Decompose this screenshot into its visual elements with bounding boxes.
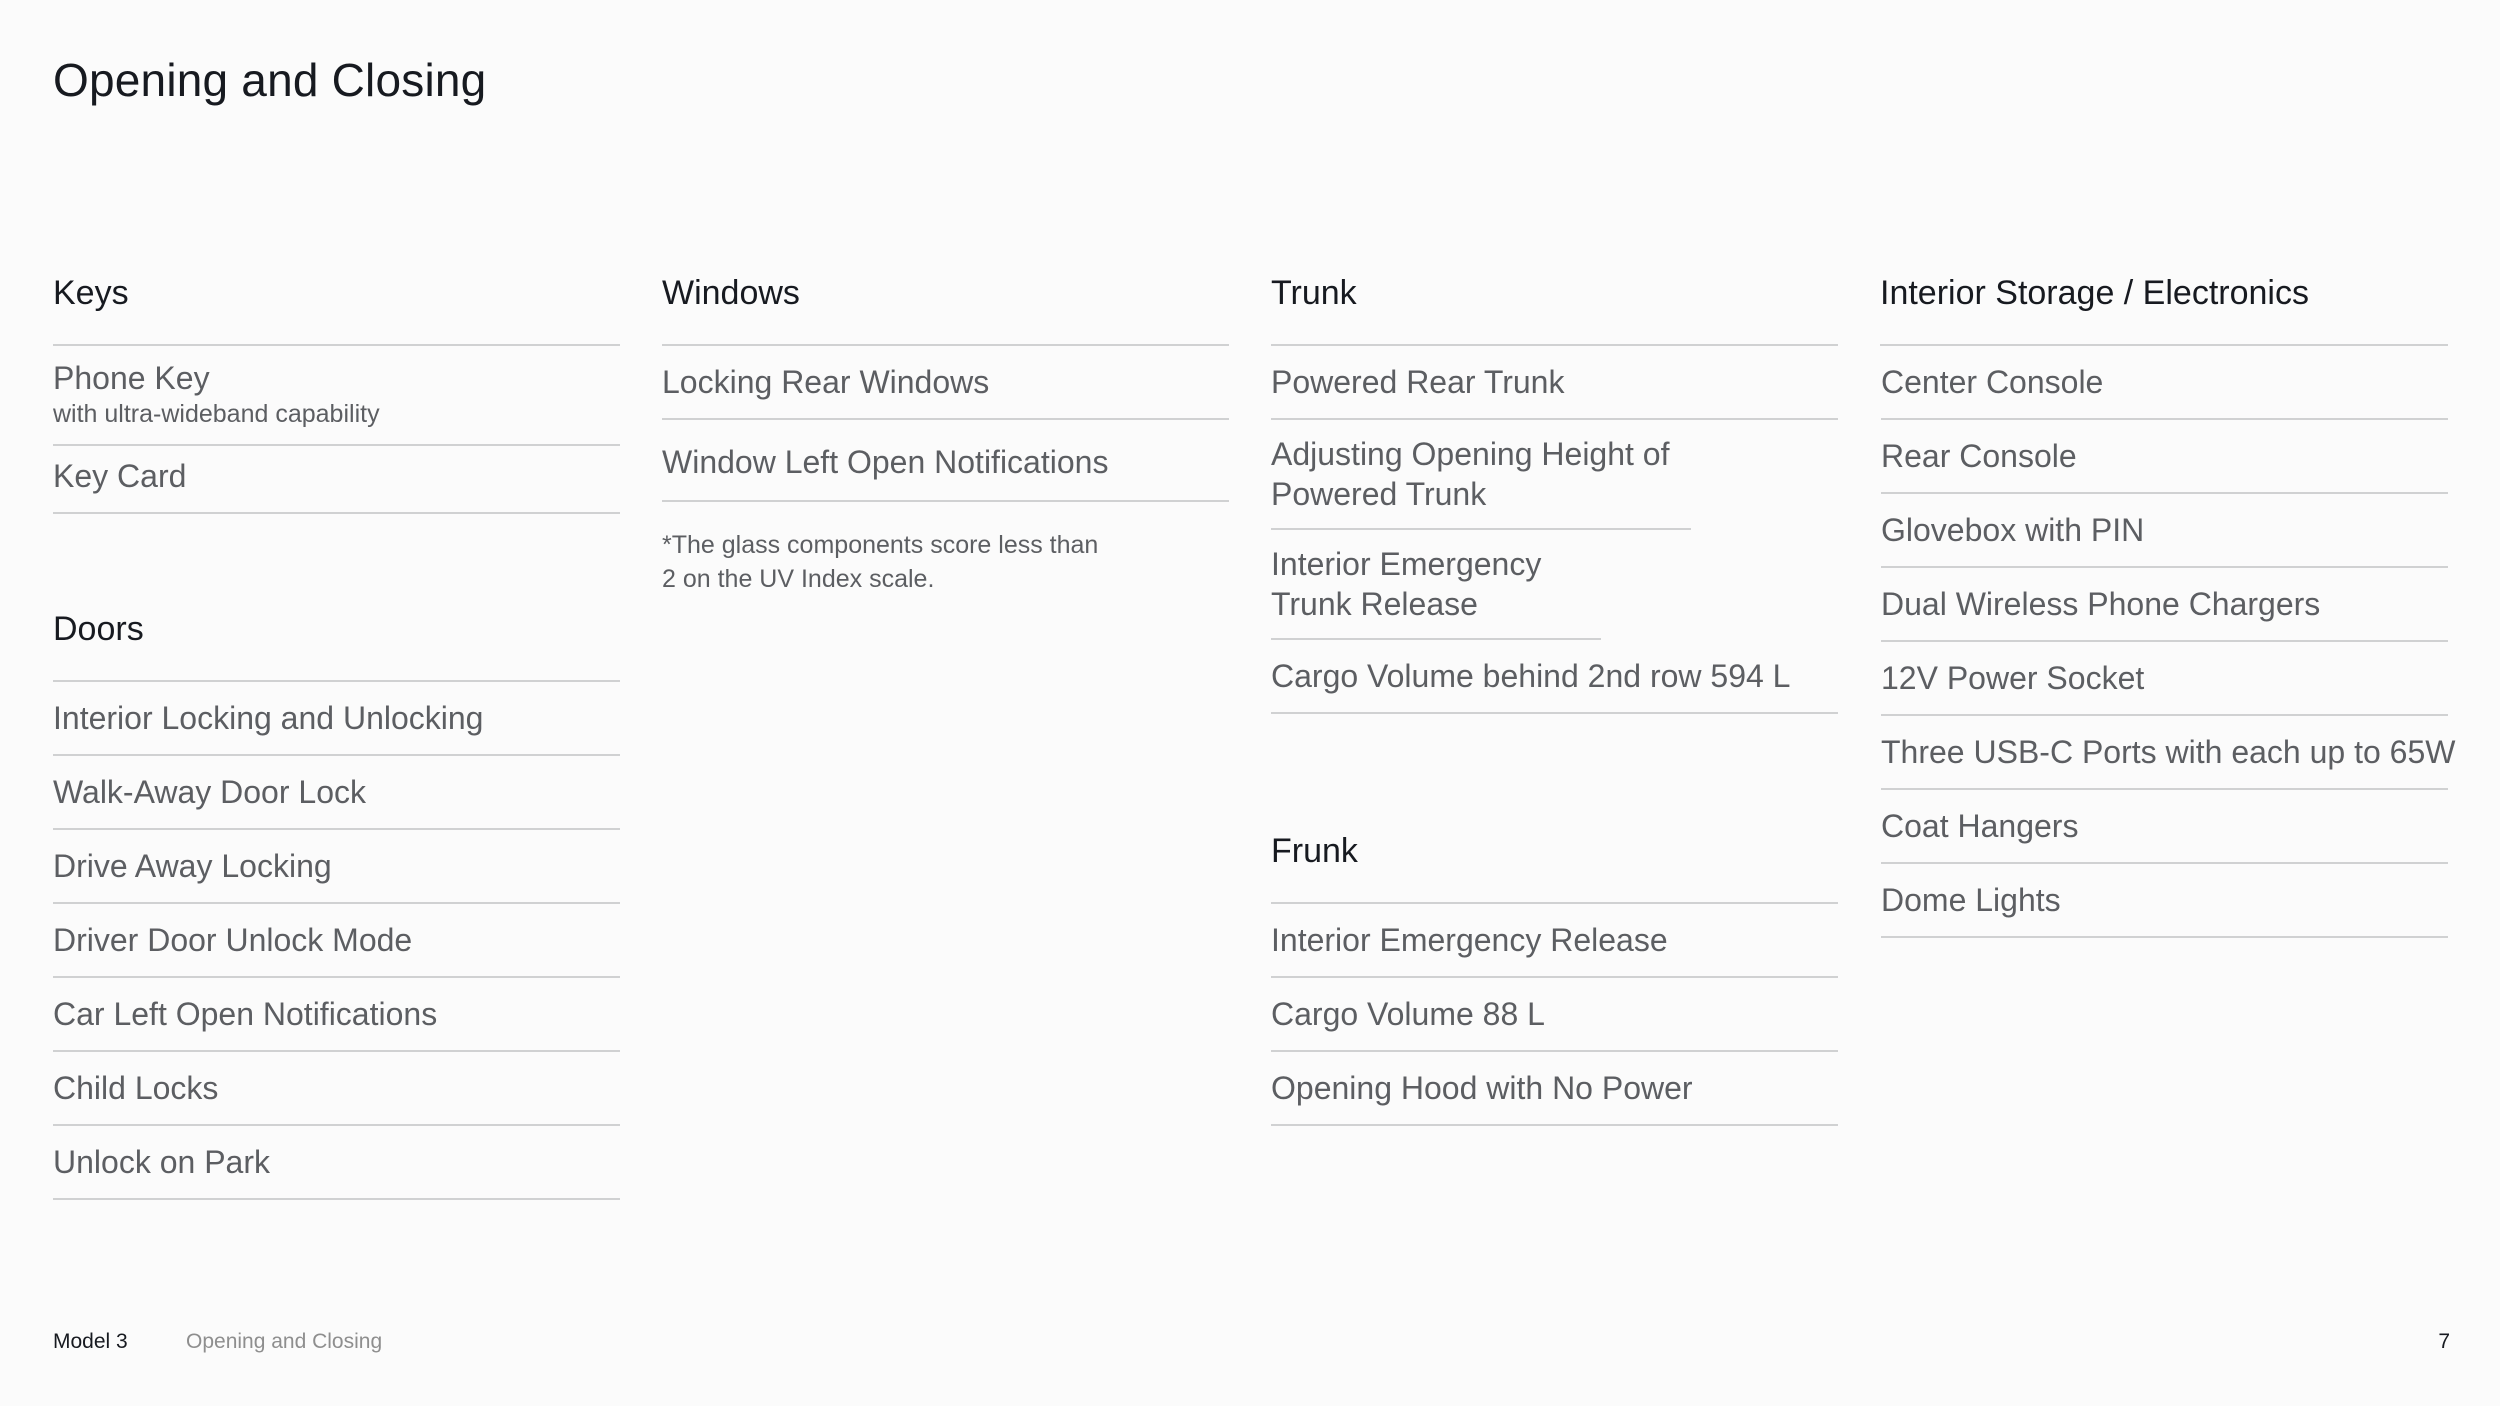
list-item-label: Unlock on Park (53, 1144, 270, 1180)
list-item (53, 682, 620, 756)
list-item-label: Driver Door Unlock Mode (53, 922, 413, 958)
list-item-label: Dual Wireless Phone Chargers (1881, 586, 2321, 622)
list-item-label: Cargo Volume behind 2nd row 594 L (1271, 658, 1791, 694)
list-item (662, 346, 1229, 420)
list-item-subtext: with ultra-wideband capability (53, 400, 380, 428)
interior-storage-section (1880, 272, 2456, 938)
keys-list (53, 346, 620, 514)
list-item-label: Cargo Volume 88 L (1271, 996, 1545, 1032)
windows-list (662, 346, 1229, 502)
interior-storage-section-title: Interior Storage / Electronics (1880, 272, 2448, 346)
list-item-label: Key Card (53, 458, 187, 494)
list-item (1881, 642, 2448, 716)
list-item (1271, 978, 1838, 1052)
list-item (1881, 864, 2448, 938)
list-item-label: Coat Hangers (1881, 808, 2079, 844)
trunk-list (1271, 346, 1838, 714)
list-item-label: Three USB-C Ports with each up to 65W (1881, 734, 2456, 770)
list-item-label: Glovebox with PIN (1881, 512, 2145, 548)
list-item (1271, 420, 1691, 530)
list-item (1271, 346, 1838, 420)
list-item (1881, 346, 2448, 420)
list-item-label: Rear Console (1881, 438, 2077, 474)
list-item (53, 1052, 620, 1126)
footer-model-name: Model 3 (53, 1330, 128, 1353)
list-item-label: Powered Rear Trunk (1271, 364, 1565, 400)
list-item (53, 1126, 620, 1200)
list-item (1881, 420, 2448, 494)
doors-section-title: Doors (53, 608, 620, 682)
list-item (1271, 1052, 1838, 1126)
list-item (1881, 790, 2448, 864)
list-item-label: Interior Locking and Unlocking (53, 700, 484, 736)
list-item (53, 904, 620, 978)
list-item-label: Interior Emergency Release (1271, 922, 1668, 958)
windows-section (662, 272, 1229, 621)
list-item-label: Interior Emergency Trunk Release (1271, 546, 1542, 622)
list-item (1271, 640, 1838, 714)
footer-section-name: Opening and Closing (186, 1330, 383, 1353)
list-item (1881, 494, 2448, 568)
trunk-section-title: Trunk (1271, 272, 1838, 346)
list-item-label: Adjusting Opening Height of Powered Trunk (1271, 436, 1670, 512)
keys-section-title: Keys (53, 272, 620, 346)
list-item (53, 978, 620, 1052)
list-item-key-card (53, 446, 620, 514)
list-item-label: Child Locks (53, 1070, 219, 1106)
list-item (1271, 530, 1601, 640)
interior-storage-list (1881, 346, 2456, 938)
list-item (1881, 568, 2448, 642)
list-item-phone-key (53, 346, 620, 446)
list-item-label: Car Left Open Notifications (53, 996, 438, 1032)
list-item-label: Phone Key (53, 360, 210, 396)
list-item (1271, 904, 1838, 978)
windows-section-title: Windows (662, 272, 1229, 346)
list-item (53, 756, 620, 830)
list-item (662, 420, 1229, 502)
list-item-label: 12V Power Socket (1881, 660, 2145, 696)
page-title: Opening and Closing (53, 54, 487, 106)
frunk-list (1271, 904, 1838, 1126)
uv-index-footnote: *The glass components score less than 2 on the UV Index scale. (662, 531, 1099, 593)
trunk-section (1271, 272, 1838, 714)
page-number: 7 (2438, 1330, 2450, 1353)
frunk-section-title: Frunk (1271, 830, 1838, 904)
list-item-label: Walk-Away Door Lock (53, 774, 366, 810)
list-item (53, 830, 620, 904)
list-item-label: Opening Hood with No Power (1271, 1070, 1693, 1106)
keys-section (53, 272, 620, 514)
list-item-label: Locking Rear Windows (662, 364, 990, 400)
list-item-label: Center Console (1881, 364, 2104, 400)
list-item (1881, 716, 2456, 790)
list-item-label: Window Left Open Notifications (662, 444, 1109, 480)
doors-section (53, 608, 620, 1200)
doors-list (53, 682, 620, 1200)
frunk-section (1271, 830, 1838, 1126)
list-item-label: Drive Away Locking (53, 848, 332, 884)
list-item-label: Dome Lights (1881, 882, 2061, 918)
